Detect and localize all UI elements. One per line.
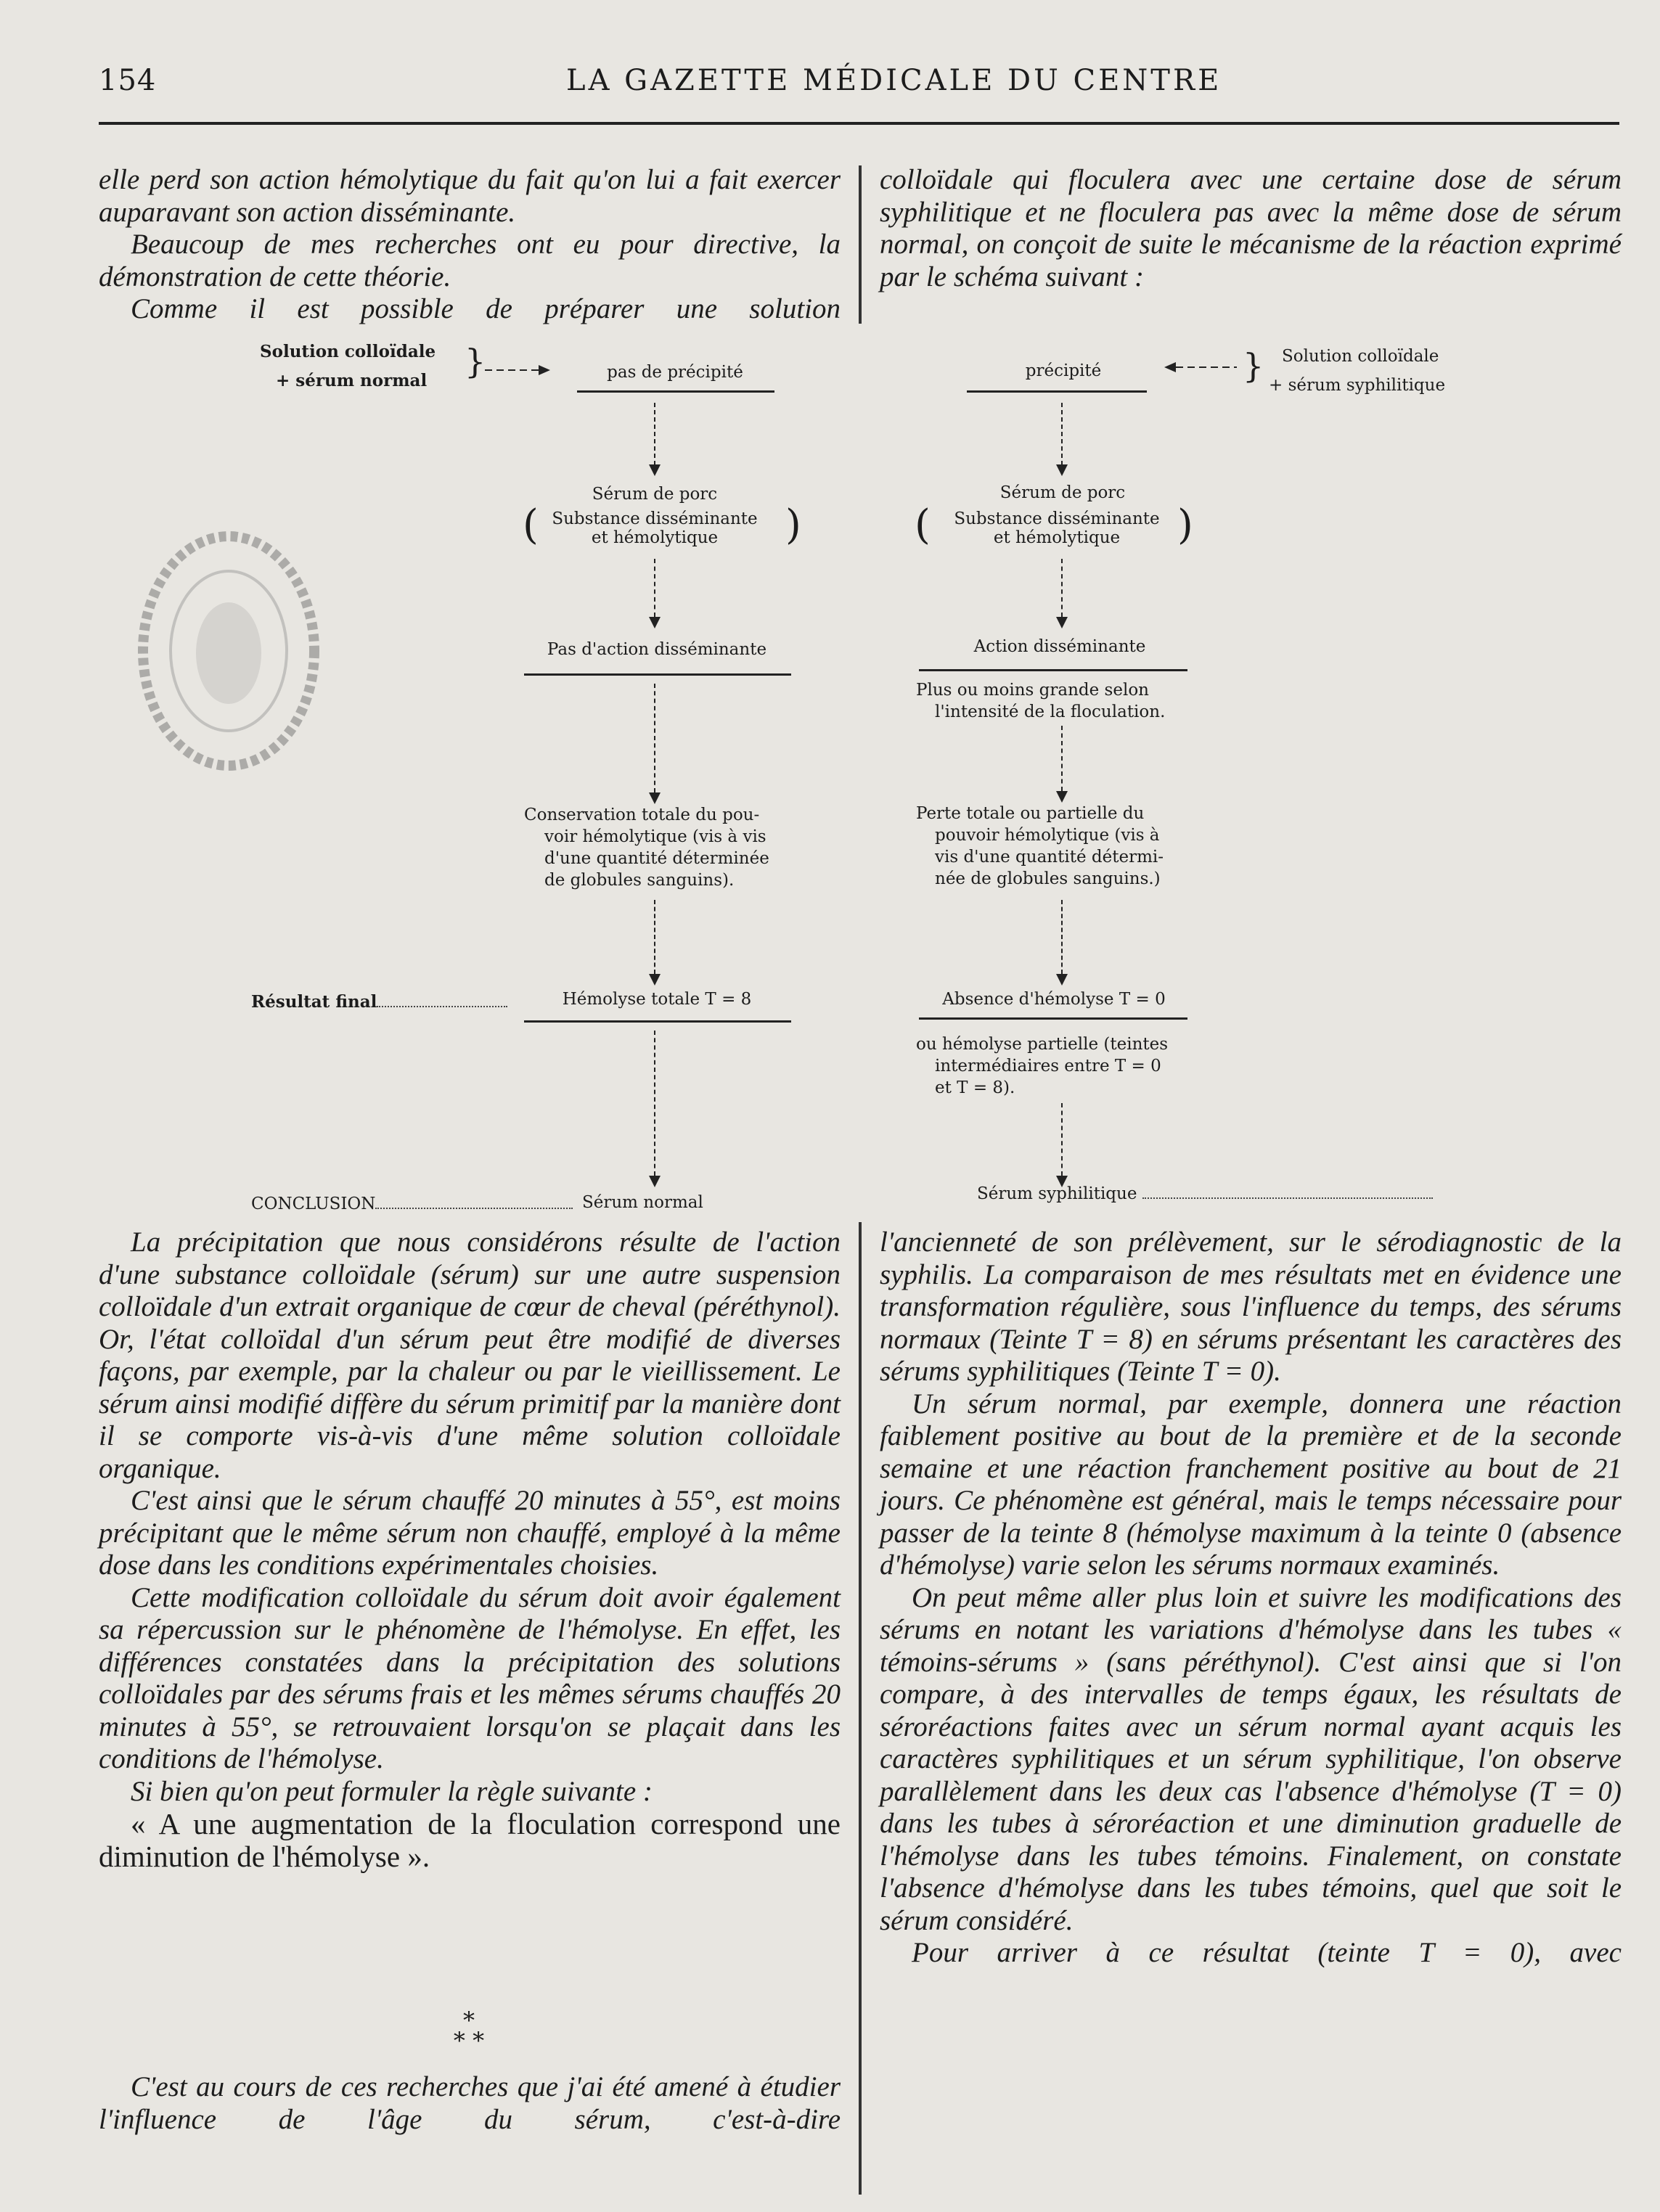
left-substance-line1: Substance disséminante: [552, 509, 758, 528]
right-action: Action disséminante: [973, 637, 1146, 656]
section-separator: [447, 2007, 491, 2055]
right-final-rule: [919, 1017, 1187, 1020]
separator-star: *: [463, 2007, 475, 2034]
right-perte-line: pouvoir hémolytique (vis à: [935, 826, 1160, 845]
right-input-brace: }: [1243, 346, 1264, 385]
left-substance-line2: et hémolytique: [591, 528, 719, 547]
dotted-leader: [1142, 1197, 1433, 1199]
paragraph: Pour arriver à ce résultat (teinte T = 0), avec: [912, 1937, 1622, 1968]
flow-line: [654, 900, 657, 974]
left-final-value: Hémolyse totale T = 8: [562, 990, 752, 1009]
right-perte-line: vis d'une quantité détermi-: [935, 848, 1164, 867]
journal-title: LA GAZETTE MÉDICALE DU CENTRE: [566, 64, 1222, 97]
left-result1: pas de précipité: [607, 363, 743, 382]
left-input-line2: + sérum normal: [276, 371, 428, 390]
left-conservation: [524, 804, 807, 891]
left-open-paren: (: [523, 501, 539, 549]
down-arrow-icon: [1056, 974, 1068, 986]
left-result-rule: [577, 390, 774, 393]
paragraph: colloïdale qui floculera avec une certaine dose de sérum syphilitique et ne floculera pas avec la même dose de sérum normal, on conçoit de suite le mécanisme de la réaction exprimé par le schéma suivant :: [880, 164, 1622, 292]
paragraph: C'est au cours de ces recherches que j'ai été amené à étudier l'influence de l'âge du sérum, c'est-à-dire: [99, 2071, 841, 2135]
separator-star: * *: [453, 2027, 485, 2055]
right-substance-line2: et hémolytique: [993, 528, 1121, 547]
right-final-note-line: ou hémolyse partielle (teintes: [916, 1035, 1169, 1054]
flow-line: [1061, 403, 1064, 465]
right-action-note-line: Plus ou moins grande selon: [916, 681, 1149, 700]
right-input-line1: Solution colloïdale: [1282, 347, 1439, 366]
left-conclusion-value: Sérum normal: [582, 1193, 703, 1212]
column-divider: [859, 1222, 862, 2195]
right-final-note-line: intermédiaires entre T = 0: [935, 1057, 1161, 1076]
flow-line: [1061, 559, 1064, 617]
conclusion-label: [251, 1193, 573, 1215]
paragraph: La précipitation que nous considérons résulte de l'action d'une substance colloïdale (sérum) sur une autre suspension colloïdale d'un extrait organique de cœur de cheval (péréthynol). Or, l'état colloïdal d'un sérum peut être modifié de diverses façons, par exemple, par la chaleur ou par le vieillissement. Le sérum ainsi modifié diffère du sérum primitif par la manière dont il se comporte vis-à-vis d'une même solution colloïdale organique.: [99, 1226, 841, 1484]
right-perte: [916, 803, 1206, 890]
right-action-note-line: l'intensité de la floculation.: [935, 702, 1166, 721]
flow-line: [654, 1031, 657, 1176]
left-column-bottom: [99, 1226, 841, 1872]
down-arrow-icon: [1056, 464, 1068, 476]
left-conservation-line: voir hémolytique (vis à vis: [544, 827, 766, 846]
paragraph: Un sérum normal, par exemple, donnera une réaction faiblement positive au bout de la première et de la seconde semaine et une réaction franchement positive au bout de 21 jours. Ce phénomène est général, mais le temps nécessaire pour passer de la teinte 8 (hémolyse maximum à la teinte 0 (absence d'hémolyse) varie selon les sérums normaux examinés.: [880, 1388, 1622, 1581]
right-action-rule: [919, 669, 1187, 671]
paragraph: C'est ainsi que le sérum chauffé 20 minutes à 55°, est moins précipitant que le même sérum non chauffé, employé à la même dose dans les conditions expérimentales choisies.: [99, 1485, 841, 1581]
right-final-value: Absence d'hémolyse T = 0: [942, 990, 1166, 1009]
paragraph: Cette modification colloïdale du sérum doit avoir également sa répercussion sur le phénomène de l'hémolyse. En effet, les différences constatées dans la précipitation des solutions colloïdales par des sérums frais et les mêmes sérums chauffés 20 minutes à 55°, se retrouvaient lorsqu'on se plaçait dans les conditions de l'hémolyse.: [99, 1581, 841, 1774]
left-close-paren: ): [785, 501, 801, 549]
left-input-brace: }: [465, 342, 486, 381]
dotted-leader: [375, 1208, 573, 1209]
left-action: Pas d'action disséminante: [547, 640, 767, 659]
right-arrow-icon: [485, 363, 550, 377]
paragraph: elle perd son action hémolytique du fait qu'on lui a fait exercer auparavant son action disséminante.: [99, 164, 841, 228]
down-arrow-icon: [649, 974, 661, 986]
left-substance: [546, 509, 764, 547]
paragraph: Comme il est possible de préparer une solution: [131, 293, 841, 324]
right-final-note-line: et T = 8).: [935, 1078, 1015, 1097]
right-perte-line: Perte totale ou partielle du: [916, 804, 1145, 823]
header-rule: [99, 122, 1619, 125]
flow-line: [1061, 726, 1064, 791]
right-column-bottom: [880, 1226, 1622, 1970]
right-conclusion-value: Sérum syphilitique: [977, 1184, 1137, 1203]
library-stamp: [134, 526, 323, 777]
flow-line: [1061, 900, 1064, 974]
right-open-paren: (: [915, 501, 931, 549]
right-input-line2: + sérum syphilitique: [1269, 376, 1446, 395]
down-arrow-icon: [649, 792, 661, 804]
final-result-label-text: Résultat final: [251, 992, 377, 1012]
down-arrow-icon: [1056, 617, 1068, 628]
left-conservation-line: de globules sanguins).: [544, 871, 735, 890]
right-final-note: [916, 1033, 1206, 1099]
right-serum: Sérum de porc: [999, 483, 1126, 502]
left-conservation-line: Conservation totale du pou-: [524, 806, 760, 824]
dotted-leader: [377, 1006, 507, 1007]
left-conservation-line: d'une quantité déterminée: [544, 849, 769, 868]
flow-line: [654, 403, 657, 465]
paragraph: Beaucoup de mes recherches ont eu pour directive, la démonstration de cette théorie.: [99, 229, 841, 292]
right-close-paren: ): [1177, 501, 1193, 549]
right-column-top: [880, 164, 1622, 293]
down-arrow-icon: [649, 464, 661, 476]
left-final-rule: [524, 1020, 791, 1023]
right-substance-line1: Substance disséminante: [954, 509, 1160, 528]
final-result-label: [251, 991, 507, 1013]
rule-quote: « A une augmentation de la floculation correspond une diminution de l'hémolyse ».: [99, 1807, 841, 1873]
flow-line: [1061, 1103, 1064, 1176]
down-arrow-icon: [649, 617, 661, 628]
right-action-note: [916, 679, 1206, 723]
right-conclusion: [977, 1183, 1433, 1205]
conclusion-label-text: CONCLUSION: [251, 1195, 376, 1213]
page-number: 154: [99, 64, 157, 97]
left-action-rule: [524, 673, 791, 676]
left-input-line1: Solution colloïdale: [260, 342, 436, 361]
flow-line: [654, 684, 657, 792]
paragraph: l'ancienneté de son prélèvement, sur le sérodiagnostic de la syphilis. La comparaison de mes résultats met en évidence une transformation régulière, sous l'influence du temps, des sérums normaux (Teinte T = 8) en sérums présentant les caractères des sérums syphilitiques (Teinte T = 0).: [880, 1226, 1622, 1387]
left-column-top: [99, 164, 841, 326]
down-arrow-icon: [1056, 791, 1068, 803]
flow-line: [654, 559, 657, 617]
right-substance: [948, 509, 1166, 547]
column-divider: [859, 165, 862, 324]
right-perte-line: née de globules sanguins.): [935, 869, 1161, 888]
right-result1: précipité: [1025, 361, 1102, 380]
left-column-end: [99, 2071, 841, 2136]
paragraph: Si bien qu'on peut formuler la règle suivante :: [131, 1775, 653, 1807]
left-serum: Sérum de porc: [592, 485, 718, 504]
right-result-rule: [967, 390, 1147, 393]
paragraph: On peut même aller plus loin et suivre les modifications des sérums en notant les variations d'hémolyse dans les tubes « témoins-sérums » (sans péréthynol). C'est ainsi que si l'on compare, à des intervalles de temps égaux, les résultats de séroréactions faites avec un sérum normal ayant acquis les caractères syphilitiques et un sérum syphilitique, l'on observe parallèlement dans les deux cas l'absence d'hémolyse (T = 0) dans les tubes à séroréaction et une diminution graduelle de l'hémolyse dans les tubes témoins. Finalement, on constate l'absence d'hémolyse dans les tubes témoins, quel que soit le sérum considéré.: [880, 1581, 1622, 1936]
down-arrow-icon: [649, 1176, 661, 1187]
left-arrow-icon: [1164, 360, 1237, 374]
